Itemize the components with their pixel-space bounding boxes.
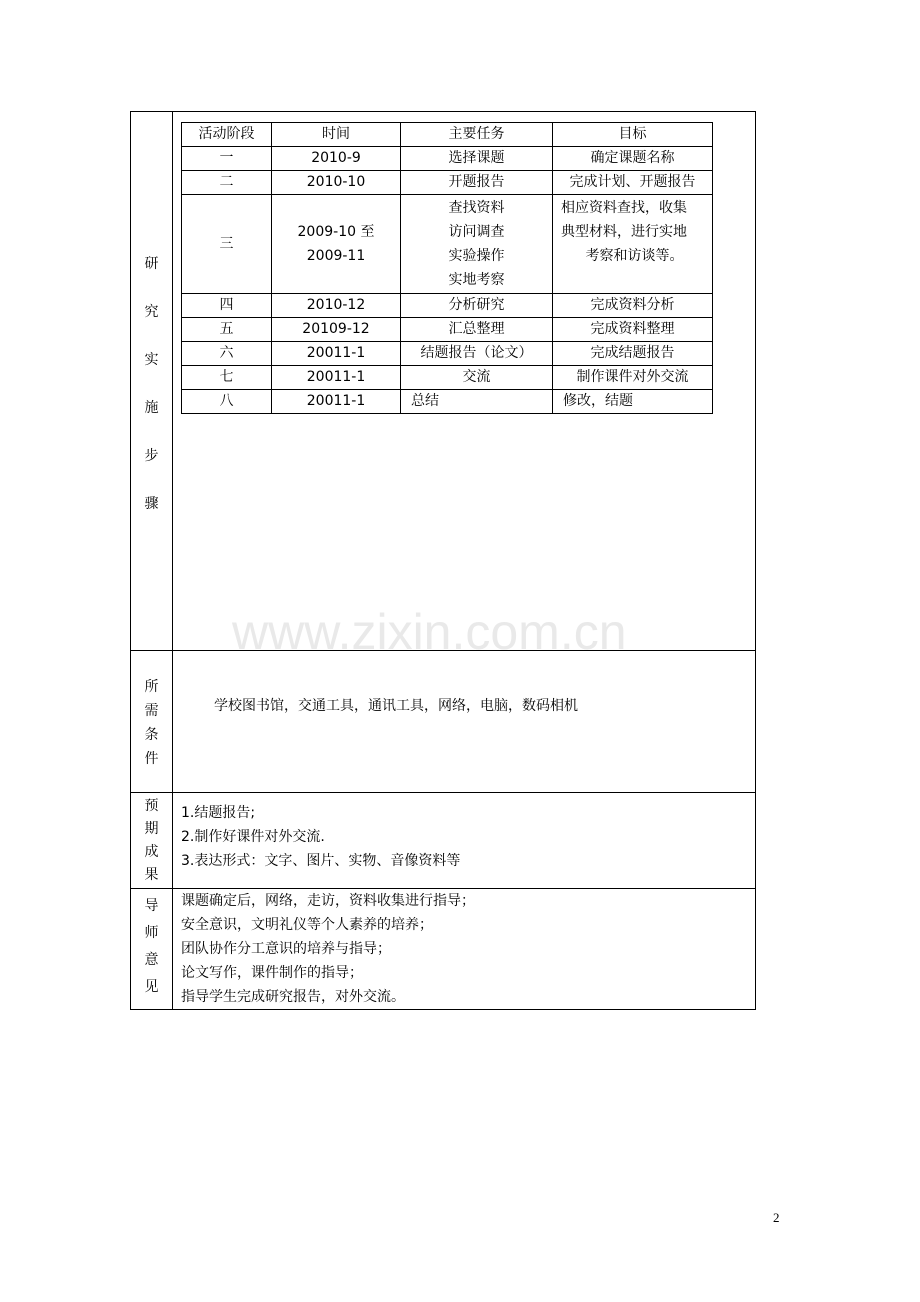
task-line: 实地考察 <box>448 272 505 288</box>
advice-item: 课题确定后，网络，走访，资料收集进行指导； <box>181 893 475 909</box>
advice-list <box>173 889 755 1009</box>
header-task: 主要任务 <box>401 123 553 147</box>
steps-label-char: 施 <box>144 400 159 416</box>
schedule-row <box>182 147 713 171</box>
task-line: 查找资料 <box>448 200 505 216</box>
header-stage: 活动阶段 <box>182 123 272 147</box>
advice-label-char: 导 <box>144 898 159 914</box>
schedule-row <box>182 390 713 414</box>
results-label-char: 期 <box>144 821 159 837</box>
schedule-row <box>182 171 713 195</box>
goal-cell: 确定课题名称 <box>553 147 713 171</box>
advice-item: 团队协作分工意识的培养与指导； <box>181 941 391 957</box>
time-cell: 2010-10 <box>272 171 401 195</box>
stage-cell: 四 <box>182 294 272 318</box>
time-cell: 20109-12 <box>272 318 401 342</box>
time-line: 2009-11 <box>306 248 366 264</box>
advice-item: 论文写作，课件制作的指导； <box>181 965 363 981</box>
conditions-label-char: 件 <box>144 751 159 767</box>
task-cell <box>401 195 553 294</box>
advice-item: 指导学生完成研究报告，对外交流。 <box>181 989 405 1005</box>
header-goal: 目标 <box>553 123 713 147</box>
goal-cell: 修改，结题 <box>553 390 713 414</box>
advice-content <box>173 889 756 1010</box>
task-cell: 交流 <box>401 366 553 390</box>
project-plan-table <box>130 111 756 1010</box>
result-item: 1.结题报告; <box>181 805 256 821</box>
time-cell <box>272 195 401 294</box>
task-line: 访问调查 <box>448 224 505 240</box>
task-cell: 分析研究 <box>401 294 553 318</box>
stage-cell: 七 <box>182 366 272 390</box>
conditions-label-char: 条 <box>144 727 159 743</box>
time-line: 2009-10 至 <box>297 224 375 240</box>
advice-item: 安全意识，文明礼仪等个人素养的培养； <box>181 917 433 933</box>
result-item: 3.表达形式：文字、图片、实物、音像资料等 <box>181 853 461 869</box>
results-list <box>173 793 755 873</box>
time-cell: 20011-1 <box>272 390 401 414</box>
advice-label-char: 意 <box>144 952 159 968</box>
task-cell: 开题报告 <box>401 171 553 195</box>
advice-label-char: 见 <box>144 979 159 995</box>
schedule-row <box>182 318 713 342</box>
steps-label-char: 实 <box>144 352 159 368</box>
schedule-row <box>182 195 713 294</box>
steps-label <box>131 112 173 651</box>
steps-content <box>173 112 756 651</box>
conditions-label <box>131 651 173 793</box>
conditions-label-char: 需 <box>144 703 159 719</box>
goal-cell: 完成资料整理 <box>553 318 713 342</box>
results-label <box>131 793 173 889</box>
page-number: 2 <box>773 1210 780 1225</box>
conditions-label-char: 所 <box>144 679 159 695</box>
goal-line: 考察和访谈等。 <box>585 248 684 264</box>
schedule-row <box>182 366 713 390</box>
goal-line: 典型材料，进行实地 <box>561 224 687 240</box>
stage-cell: 八 <box>182 390 272 414</box>
stage-cell: 五 <box>182 318 272 342</box>
goal-cell <box>553 195 713 294</box>
goal-cell: 制作课件对外交流 <box>553 366 713 390</box>
goal-line: 相应资料查找，收集 <box>561 200 687 216</box>
time-cell: 2010-12 <box>272 294 401 318</box>
time-cell: 2010-9 <box>272 147 401 171</box>
advice-label <box>131 889 173 1010</box>
conditions-text: 学校图书馆，交通工具，通讯工具，网络，电脑，数码相机 <box>214 698 578 714</box>
stage-cell: 六 <box>182 342 272 366</box>
goal-cell: 完成结题报告 <box>553 342 713 366</box>
result-item: 2.制作好课件对外交流. <box>181 829 325 845</box>
stage-cell: 三 <box>182 195 272 294</box>
task-cell: 结题报告（论文） <box>401 342 553 366</box>
task-cell: 汇总整理 <box>401 318 553 342</box>
stage-cell: 二 <box>182 171 272 195</box>
goal-cell: 完成资料分析 <box>553 294 713 318</box>
results-label-char: 成 <box>144 844 159 860</box>
results-label-char: 预 <box>144 798 159 814</box>
results-label-char: 果 <box>144 867 159 883</box>
advice-label-char: 师 <box>144 925 159 941</box>
task-line: 实验操作 <box>448 248 505 264</box>
conditions-content <box>173 651 756 793</box>
time-cell: 20011-1 <box>272 366 401 390</box>
watermark: www.zixin.com.cn <box>232 604 627 660</box>
goal-cell: 完成计划、开题报告 <box>553 171 713 195</box>
task-cell: 总结 <box>401 390 553 414</box>
steps-label-char: 研 <box>144 256 159 272</box>
steps-label-char: 步 <box>144 448 159 464</box>
task-cell: 选择课题 <box>401 147 553 171</box>
header-time: 时间 <box>272 123 401 147</box>
schedule-row <box>182 294 713 318</box>
schedule-header-row <box>182 123 713 147</box>
steps-label-char: 骤 <box>144 496 159 512</box>
time-cell: 20011-1 <box>272 342 401 366</box>
schedule-table <box>181 122 713 414</box>
results-content <box>173 793 756 889</box>
stage-cell: 一 <box>182 147 272 171</box>
steps-label-char: 究 <box>144 304 159 320</box>
schedule-row <box>182 342 713 366</box>
